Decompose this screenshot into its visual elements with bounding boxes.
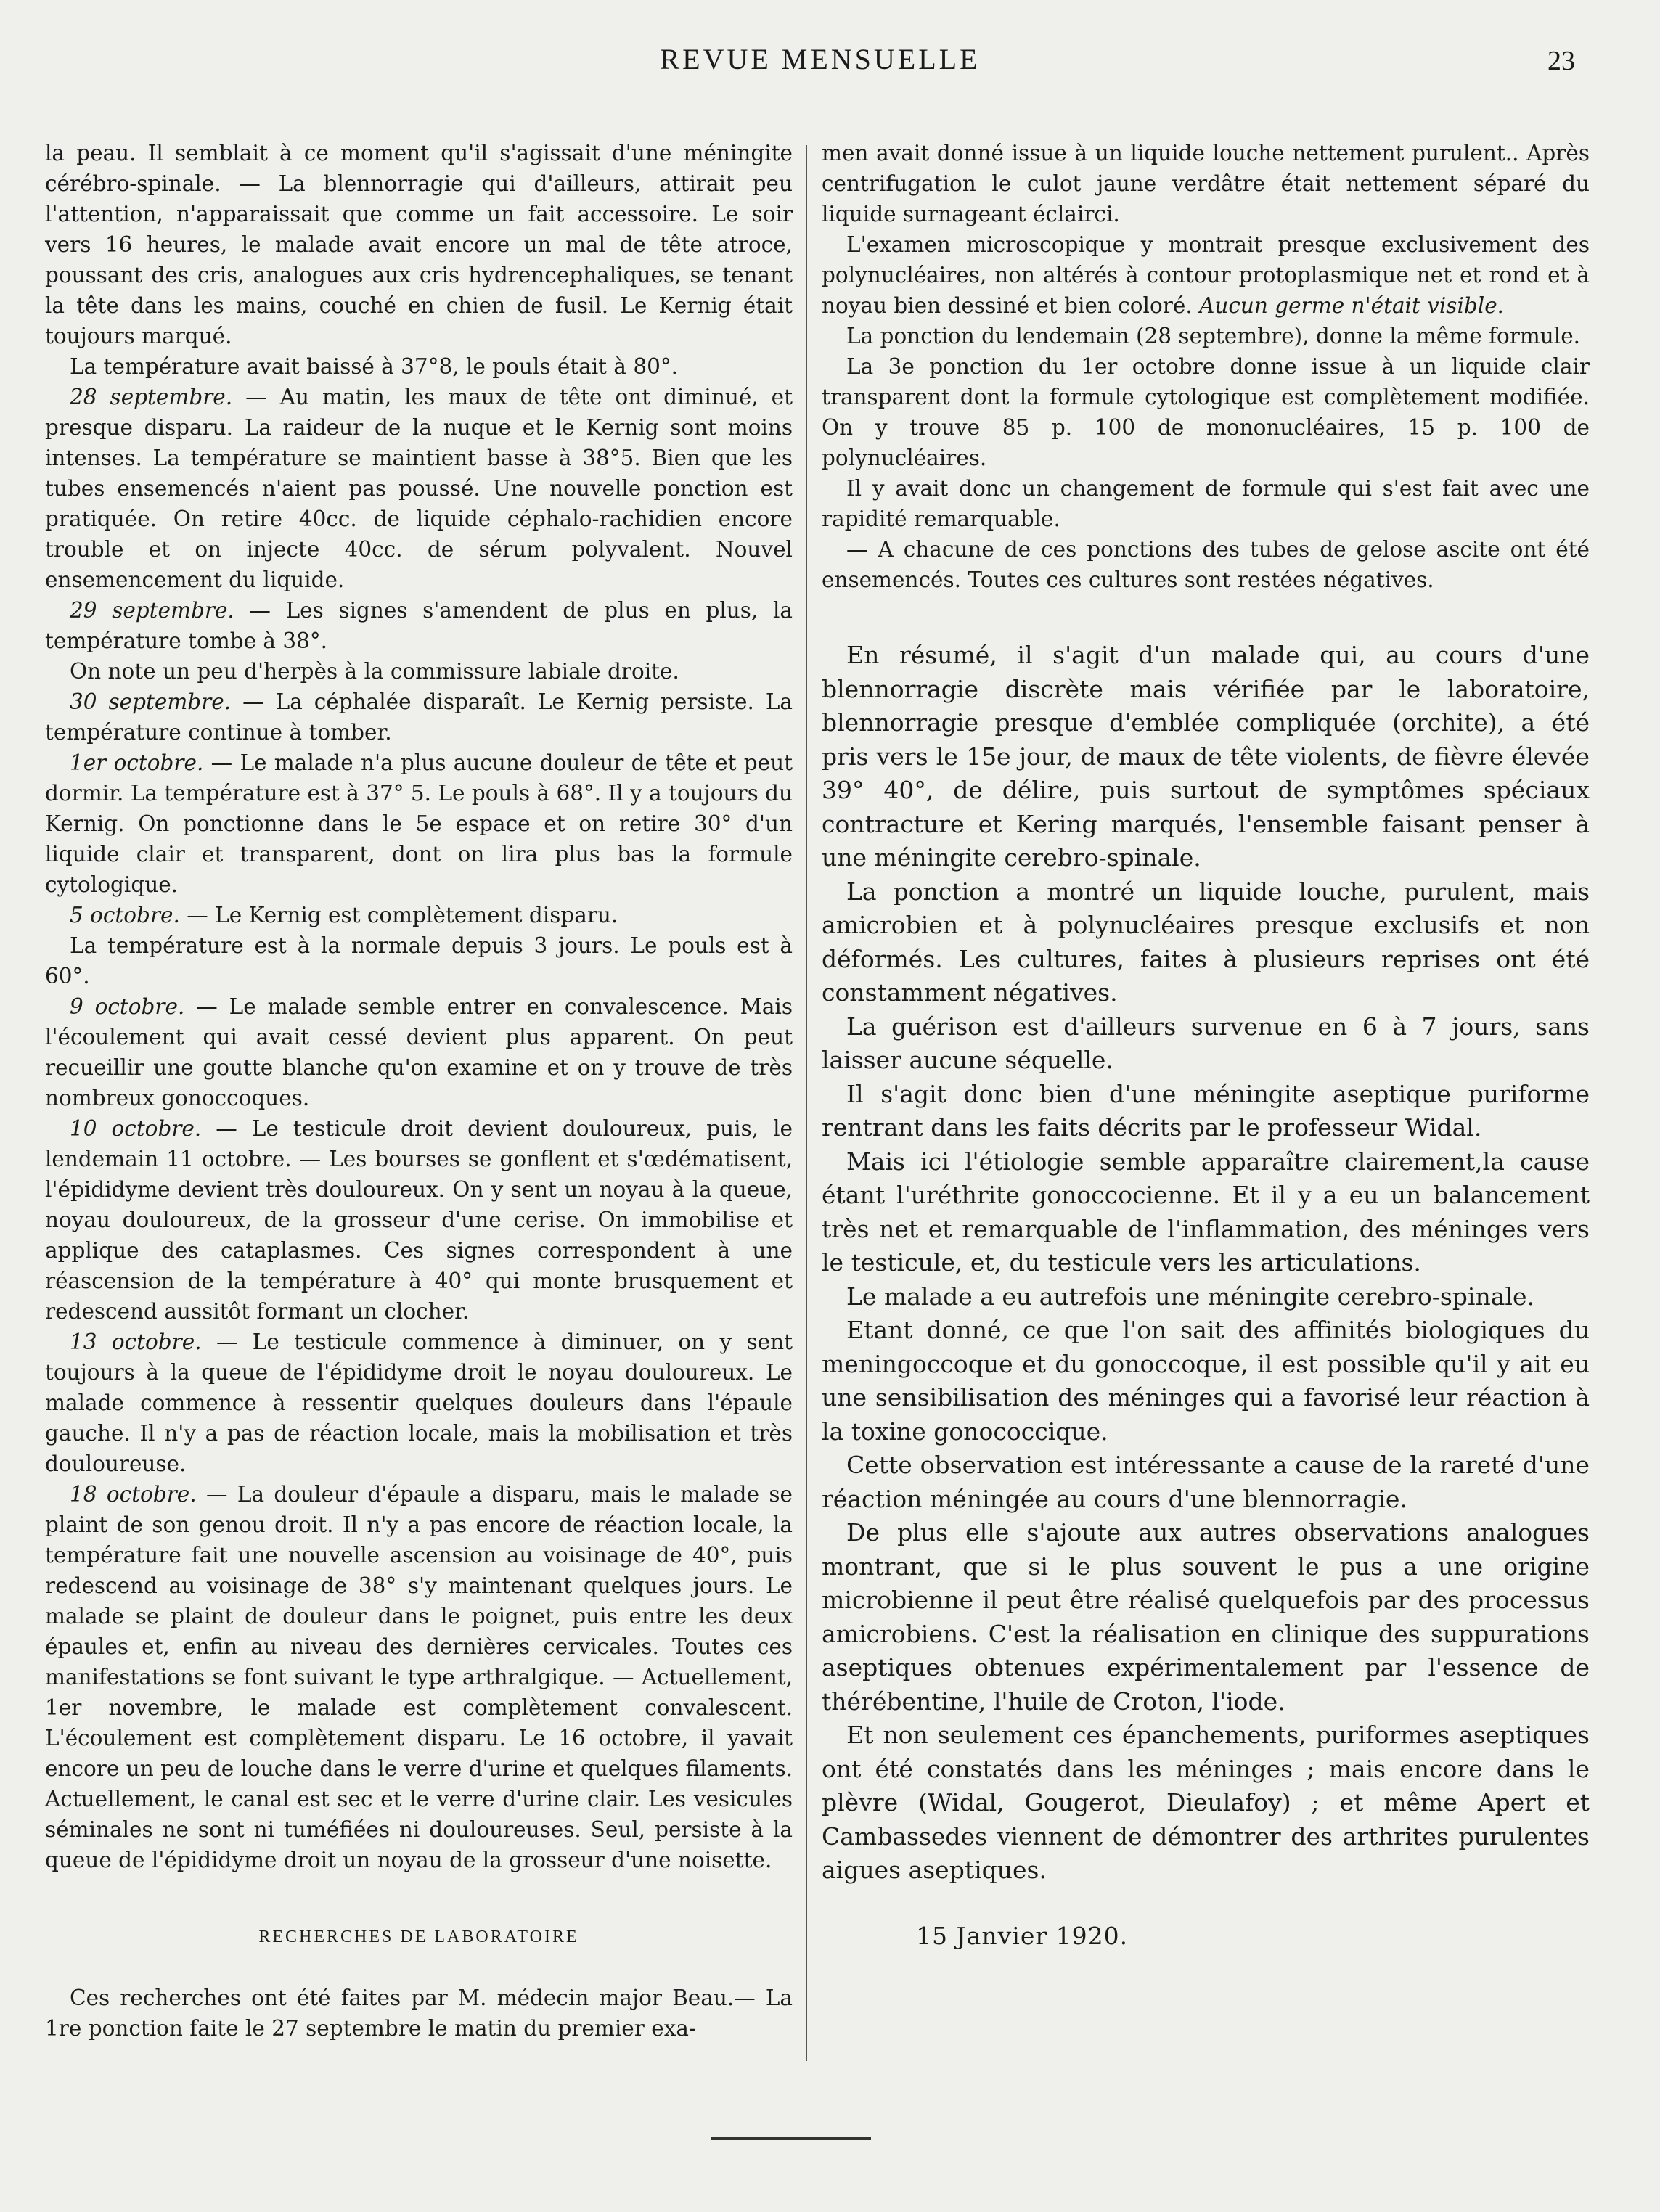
paragraph xyxy=(822,1449,1590,1516)
footer-ornament xyxy=(711,2137,871,2140)
paragraph xyxy=(45,1327,793,1479)
entry-date: 29 septembre. xyxy=(70,598,234,623)
paragraph-text: — Le testicule droit devient douloureux, puis, le lendemain 11 octobre. — Les bourses se gonflent et s'œdématisent, l'épididyme devient très douloureux. On y sent un noyau à la queue, noyau douloureux, de la grosseur d'une cerise. On immobilise et applique des cataplasmes. Ces signes correspondent à une réascension de la température à 40° qui monte brusquement et redescend aussitôt formant un clocher. xyxy=(45,1116,793,1324)
paragraph-text: Mais ici l'étiologie semble apparaître clairement,la cause étant l'uréthrite gonoccocienne. Et il y a eu un balancement très net et remarquable de l'inflammation, des méninges vers le testicule, et, du testicule vers les articulations. xyxy=(822,1147,1590,1277)
paragraph-text: Il s'agit donc bien d'une méningite aseptique puriforme rentrant dans les faits décrits par le professeur Widal. xyxy=(822,1079,1590,1142)
paragraph xyxy=(822,1280,1590,1314)
paragraph xyxy=(822,1078,1590,1145)
paragraph-text: La température avait baissé à 37°8, le pouls était à 80°. xyxy=(70,354,679,379)
paragraph xyxy=(45,595,793,656)
paragraph-text: — Le Kernig est complètement disparu. xyxy=(179,903,618,927)
paragraph xyxy=(822,1719,1590,1888)
entry-date: 28 septembre. xyxy=(70,385,233,409)
paragraph-text: On note un peu d'herpès à la commissure labiale droite. xyxy=(70,659,679,684)
paragraph-text: Etant donné, ce que l'on sait des affinités biologiques du meningoccoque et du gonoccoque, il est possible qu'il y ait eu une sensibilisation des méninges qui a favorisé leur réaction à la toxine gonococcique. xyxy=(822,1316,1590,1446)
entry-date: 13 octobre. xyxy=(70,1330,202,1354)
page-number: 23 xyxy=(1547,46,1575,76)
paragraph-text: Et non seulement ces épanchements, puriformes aseptiques ont été constatés dans les méninges ; mais encore dans le plèvre (Widal, Gougerot, Dieulafoy) ; et même Apert et Cambassedes viennent de démontrer des arthrites purulentes aigues aseptiques. xyxy=(822,1721,1590,1884)
paragraph-text: De plus elle s'ajoute aux autres observations analogues montrant, que si le plus souvent le pus a une origine microbienne il peut être réalisé quelquefois par des processus amicrobiens. C'est la réalisation en clinique des suppurations aseptiques obtenues expérimentalement par l'essence de thérébentine, l'huile de Croton, l'iode. xyxy=(822,1518,1590,1716)
paragraph-text: Ces recherches ont été faites par M. médecin major Beau.— La 1re ponction faite le 27 septembre le matin du premier exa- xyxy=(45,1986,793,2041)
paragraph-text: En résumé, il s'agit d'un malade qui, au cours d'une blennorragie discrète mais vérifiée par le laboratoire, blennorragie presque d'emblée compliquée (orchite), a été pris vers le 15e jour, de maux de tête violents, de fièvre élevée 39° 40°, de délire, puis surtout de symptômes spéciaux contracture et Kering marqués, l'ensemble faisant penser à une méningite cerebro-spinale. xyxy=(822,641,1590,872)
paragraph xyxy=(822,138,1590,229)
paragraph-text: — Le malade semble entrer en convalescence. Mais l'écoulement qui avait cessé devient plus apparent. On peut recueillir une goutte blanche qu'on examine et on y trouve de très nombreux gonoccoques. xyxy=(45,994,793,1110)
paragraph xyxy=(45,382,793,595)
paragraph-text: — Le malade n'a plus aucune douleur de tête et peut dormir. La température est à 37° 5. Le pouls à 68°. Il y a toujours du Kernig. On ponctionne dans le 5e espace et on retire 30° d'un liquide clair et transparent, dont on lira plus bas la formule cytologique. xyxy=(45,750,793,897)
paragraph xyxy=(45,351,793,382)
paragraph-text: — La douleur d'épaule a disparu, mais le malade se plaint de son genou droit. Il n'y a pas encore de réaction locale, la température fait une nouvelle ascension au voisinage de 40°, puis redescend au voisinage de 38° s'y maintenant quelques jours. Le malade se plaint de douleur dans le poignet, puis entre les deux épaules et, enfin au niveau des dernières cervicales. Toutes ces manifestations se font suivant le type arthralgique. — Actuellement, 1er novembre, le malade est complètement convalescent. L'écoulement est complètement disparu. Le 16 octobre, il yavait encore un peu de louche dans le verre d'urine et quelques filaments. Actuellement, le canal est sec et le verre d'urine clair. Les vesicules séminales ne sont ni tuméfiées ni douloureuses. Seul, persiste à la queue de l'épididyme droit un noyau de la grosseur d'une noisette. xyxy=(45,1482,793,1872)
paragraph-text: La température est à la normale depuis 3 jours. Le pouls est à 60°. xyxy=(45,933,793,988)
paragraph-text: La 3e ponction du 1er octobre donne issue à un liquide clair transparent dont la formule cytologique est complètement modifiée. On y trouve 85 p. 100 de mononucléaires, 15 p. 100 de polynucléaires. xyxy=(822,354,1590,470)
entry-date: 18 octobre. xyxy=(70,1482,197,1507)
paragraph-text: La ponction a montré un liquide louche, purulent, mais amicrobien et à polynucléaires presque exclusifs et non déformés. Les cultures, faites à plusieurs reprises ont été constamment négatives. xyxy=(822,877,1590,1007)
left-paragraphs-after xyxy=(45,1983,793,2044)
paragraph xyxy=(822,639,1590,875)
column-divider xyxy=(806,145,807,2061)
paragraph-text: la peau. Il semblait à ce moment qu'il s'agissait d'une méningite cérébro-spinale. — La blennorragie qui d'ailleurs, attirait peu l'attention, n'apparaissait que comme un fait accessoire. Le soir vers 16 heures, le malade avait encore un mal de tête atroce, poussant des cris, analogues aux cris hydrencephaliques, se tenant la tête dans les mains, couché en chien de fusil. Le Kernig était toujours marqué. xyxy=(45,141,793,348)
paragraph xyxy=(45,930,793,991)
left-paragraphs xyxy=(45,138,793,1875)
paragraph xyxy=(45,1983,793,2044)
page-header xyxy=(65,36,1575,94)
paragraph xyxy=(45,138,793,351)
paragraph xyxy=(822,875,1590,1010)
emphasis-text: Aucun germe n'était visible. xyxy=(1199,293,1505,318)
paragraph-text: Cette observation est intéressante a cause de la rareté d'une réaction méningée au cours d'une blennorragie. xyxy=(822,1451,1590,1513)
entry-date: 1er octobre. xyxy=(70,750,204,775)
paragraph-text: La ponction du lendemain (28 septembre), donne la même formule. xyxy=(846,324,1581,348)
entry-date: 30 septembre. xyxy=(70,689,232,714)
header-rule xyxy=(65,105,1575,107)
paragraph xyxy=(822,321,1590,351)
paragraph-text: men avait donné issue à un liquide louche nettement purulent.. Après centrifugation le culot jaune verdâtre était nettement séparé du liquide surnageant éclairci. xyxy=(822,141,1590,226)
paragraph-text: Il y avait donc un changement de formule qui s'est fait avec une rapidité remarquable. xyxy=(822,476,1590,531)
paragraph-text: — Le testicule commence à diminuer, on y sent toujours à la queue de l'épididyme droit le noyau douloureux. Le malade commence à ressentir quelques douleurs dans l'épaule gauche. Il n'y a pas de réaction locale, mais la mobilisation et très douloureuse. xyxy=(45,1330,793,1476)
paragraph-text: L'examen microscopique y montrait presque exclusivement des polynucléaires, non altérés à contour protoplasmique net et rond et à noyau bien dessiné et bien coloré. xyxy=(822,232,1590,318)
paragraph xyxy=(45,900,793,930)
paragraph xyxy=(822,473,1590,534)
paragraph-text: — A chacune de ces ponctions des tubes de gelose ascite ont été ensemencés. Toutes ces cultures sont restées négatives. xyxy=(822,537,1590,592)
paragraph xyxy=(822,229,1590,321)
paragraph xyxy=(822,351,1590,473)
paragraph xyxy=(822,1010,1590,1078)
paragraph xyxy=(45,1479,793,1875)
lab-results xyxy=(822,138,1590,595)
paragraph xyxy=(822,1516,1590,1719)
paragraph-text: — Les signes s'amendent de plus en plus, la température tombe à 38°. xyxy=(45,598,793,653)
left-column xyxy=(45,138,793,2044)
right-column xyxy=(822,138,1590,1951)
paragraph-text: — Au matin, les maux de tête ont diminué, et presque disparu. La raideur de la nuque et le Kernig sont moins intenses. La température se maintient basse à 38°5. Bien que les tubes ensemencés n'aient pas poussé. Une nouvelle ponction est pratiquée. On retire 40cc. de liquide céphalo-rachidien encore trouble et on injecte 40cc. de sérum polyvalent. Nouvel ensemencement du liquide. xyxy=(45,385,793,592)
running-title: REVUE MENSUELLE xyxy=(660,43,981,75)
paragraph xyxy=(45,687,793,747)
paragraph xyxy=(45,656,793,687)
paragraph xyxy=(822,534,1590,595)
summary-section xyxy=(822,639,1590,1888)
paragraph xyxy=(45,747,793,900)
paragraph-text: La guérison est d'ailleurs survenue en 6 à 7 jours, sans laisser aucune séquelle. xyxy=(822,1012,1590,1074)
paragraph-text: — La céphalée disparaît. Le Kernig persiste. La température continue à tomber. xyxy=(45,689,793,745)
entry-date: 9 octobre. xyxy=(70,994,185,1019)
entry-date: 10 octobre. xyxy=(70,1116,202,1141)
entry-date: 5 octobre. xyxy=(70,903,180,927)
paragraph-text: Le malade a eu autrefois une méningite cerebro-spinale. xyxy=(846,1282,1534,1311)
paragraph xyxy=(822,1145,1590,1280)
paragraph xyxy=(822,1314,1590,1449)
date-line: 15 Janvier 1920. xyxy=(916,1921,1129,1950)
paragraph xyxy=(45,991,793,1113)
section-heading: RECHERCHES DE LABORATOIRE xyxy=(258,1928,579,1946)
paragraph xyxy=(45,1113,793,1327)
